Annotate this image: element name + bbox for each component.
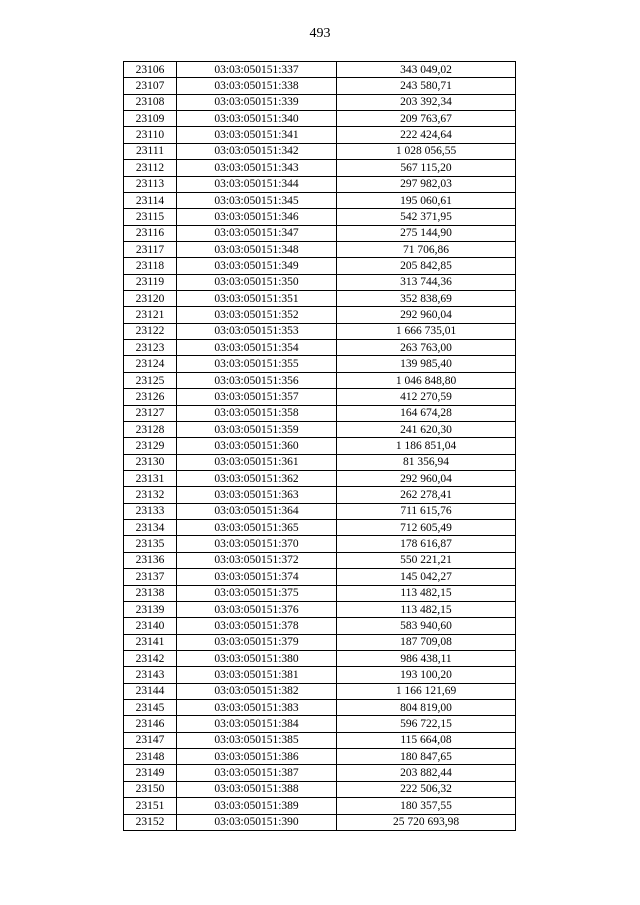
table-row [124,372,516,388]
cadastral-number-cell: 03:03:050151:338 [177,78,337,94]
cadastral-value-cell: 209 763,67 [337,111,516,127]
cadastral-value-cell: 343 049,02 [337,62,516,78]
table-row [124,111,516,127]
row-number-cell: 23123 [124,340,177,356]
table-row [124,716,516,732]
cadastral-value-cell: 352 838,69 [337,291,516,307]
cadastral-value-cell: 139 985,40 [337,356,516,372]
row-number-cell: 23118 [124,258,177,274]
cadastral-number-cell: 03:03:050151:381 [177,667,337,683]
cadastral-number-cell: 03:03:050151:340 [177,111,337,127]
cadastral-number-cell: 03:03:050151:346 [177,209,337,225]
cadastral-value-cell: 712 605,49 [337,520,516,536]
cadastral-value-cell: 187 709,08 [337,634,516,650]
cadastral-value-cell: 804 819,00 [337,700,516,716]
cadastral-number-cell: 03:03:050151:372 [177,552,337,568]
table-row [124,225,516,241]
cadastral-number-cell: 03:03:050151:385 [177,732,337,748]
row-number-cell: 23140 [124,618,177,634]
row-number-cell: 23107 [124,78,177,94]
cadastral-value-cell: 243 580,71 [337,78,516,94]
cadastral-number-cell: 03:03:050151:382 [177,683,337,699]
row-number-cell: 23139 [124,601,177,617]
row-number-cell: 23142 [124,650,177,666]
table-row [124,209,516,225]
table-row [124,62,516,78]
table-row [124,356,516,372]
table-row [124,601,516,617]
cadastral-number-cell: 03:03:050151:376 [177,601,337,617]
table-row [124,160,516,176]
cadastral-number-cell: 03:03:050151:374 [177,569,337,585]
cadastral-number-cell: 03:03:050151:344 [177,176,337,192]
table-row [124,781,516,797]
table-row [124,765,516,781]
table-row [124,650,516,666]
cadastral-value-cell: 412 270,59 [337,389,516,405]
row-number-cell: 23141 [124,634,177,650]
cadastral-number-cell: 03:03:050151:390 [177,814,337,830]
cadastral-number-cell: 03:03:050151:343 [177,160,337,176]
row-number-cell: 23138 [124,585,177,601]
row-number-cell: 23124 [124,356,177,372]
table-row [124,749,516,765]
cadastral-number-cell: 03:03:050151:351 [177,291,337,307]
cadastral-number-cell: 03:03:050151:347 [177,225,337,241]
cadastral-value-cell: 550 221,21 [337,552,516,568]
cadastral-value-cell: 203 882,44 [337,765,516,781]
row-number-cell: 23133 [124,503,177,519]
table-row [124,78,516,94]
table-row [124,470,516,486]
cadastral-number-cell: 03:03:050151:380 [177,650,337,666]
cadastral-value-cell: 241 620,30 [337,421,516,437]
row-number-cell: 23122 [124,323,177,339]
cadastral-number-cell: 03:03:050151:337 [177,62,337,78]
row-number-cell: 23130 [124,454,177,470]
row-number-cell: 23119 [124,274,177,290]
table-row [124,192,516,208]
cadastral-value-cell: 1 046 848,80 [337,372,516,388]
row-number-cell: 23117 [124,241,177,257]
cadastral-value-cell: 115 664,08 [337,732,516,748]
cadastral-number-cell: 03:03:050151:354 [177,340,337,356]
cadastral-value-cell: 222 506,32 [337,781,516,797]
table-row [124,241,516,257]
table-row [124,291,516,307]
row-number-cell: 23147 [124,732,177,748]
cadastral-number-cell: 03:03:050151:350 [177,274,337,290]
cadastral-value-cell: 178 616,87 [337,536,516,552]
row-number-cell: 23120 [124,291,177,307]
table-row [124,585,516,601]
cadastral-number-cell: 03:03:050151:349 [177,258,337,274]
cadastral-number-cell: 03:03:050151:363 [177,487,337,503]
cadastral-number-cell: 03:03:050151:364 [177,503,337,519]
table-row [124,405,516,421]
table-row [124,274,516,290]
cadastral-number-cell: 03:03:050151:359 [177,421,337,437]
row-number-cell: 23116 [124,225,177,241]
row-number-cell: 23152 [124,814,177,830]
table-row [124,438,516,454]
row-number-cell: 23108 [124,94,177,110]
cadastral-number-cell: 03:03:050151:383 [177,700,337,716]
table-row [124,487,516,503]
cadastral-value-cell: 1 028 056,55 [337,143,516,159]
cadastral-value-cell: 222 424,64 [337,127,516,143]
table-row [124,732,516,748]
row-number-cell: 23110 [124,127,177,143]
cadastral-value-cell: 275 144,90 [337,225,516,241]
cadastral-value-cell: 1 666 735,01 [337,323,516,339]
row-number-cell: 23114 [124,192,177,208]
table-row [124,307,516,323]
cadastral-value-cell: 205 842,85 [337,258,516,274]
row-number-cell: 23143 [124,667,177,683]
cadastral-number-cell: 03:03:050151:379 [177,634,337,650]
table-row [124,814,516,830]
cadastral-number-cell: 03:03:050151:389 [177,798,337,814]
cadastral-value-cell: 292 960,04 [337,470,516,486]
cadastral-value-cell: 262 278,41 [337,487,516,503]
row-number-cell: 23113 [124,176,177,192]
row-number-cell: 23134 [124,520,177,536]
cadastral-number-cell: 03:03:050151:361 [177,454,337,470]
cadastral-number-cell: 03:03:050151:384 [177,716,337,732]
table-row [124,143,516,159]
row-number-cell: 23136 [124,552,177,568]
table-row [124,536,516,552]
cadastral-number-cell: 03:03:050151:362 [177,470,337,486]
row-number-cell: 23112 [124,160,177,176]
cadastral-value-cell: 263 763,00 [337,340,516,356]
cadastral-value-cell: 195 060,61 [337,192,516,208]
row-number-cell: 23144 [124,683,177,699]
cadastral-number-cell: 03:03:050151:357 [177,389,337,405]
cadastral-value-cell: 313 744,36 [337,274,516,290]
cadastral-value-cell: 711 615,76 [337,503,516,519]
cadastral-value-cell: 1 186 851,04 [337,438,516,454]
cadastral-value-cell: 113 482,15 [337,585,516,601]
table-row [124,667,516,683]
row-number-cell: 23132 [124,487,177,503]
cadastral-number-cell: 03:03:050151:358 [177,405,337,421]
cadastral-value-cell: 596 722,15 [337,716,516,732]
row-number-cell: 23131 [124,470,177,486]
cadastral-value-cell: 180 357,55 [337,798,516,814]
cadastral-value-cell: 203 392,34 [337,94,516,110]
table-row [124,323,516,339]
cadastral-number-cell: 03:03:050151:387 [177,765,337,781]
row-number-cell: 23129 [124,438,177,454]
row-number-cell: 23137 [124,569,177,585]
table-row [124,569,516,585]
cadastral-number-cell: 03:03:050151:378 [177,618,337,634]
cadastral-number-cell: 03:03:050151:353 [177,323,337,339]
table-row [124,552,516,568]
cadastral-value-cell: 193 100,20 [337,667,516,683]
cadastral-number-cell: 03:03:050151:352 [177,307,337,323]
cadastral-number-cell: 03:03:050151:345 [177,192,337,208]
row-number-cell: 23106 [124,62,177,78]
cadastral-number-cell: 03:03:050151:386 [177,749,337,765]
cadastral-value-cell: 164 674,28 [337,405,516,421]
table-row [124,618,516,634]
row-number-cell: 23146 [124,716,177,732]
table-row [124,683,516,699]
cadastral-number-cell: 03:03:050151:348 [177,241,337,257]
table-row [124,700,516,716]
cadastral-number-cell: 03:03:050151:360 [177,438,337,454]
cadastral-number-cell: 03:03:050151:375 [177,585,337,601]
row-number-cell: 23121 [124,307,177,323]
cadastral-value-cell: 542 371,95 [337,209,516,225]
cadastral-number-cell: 03:03:050151:339 [177,94,337,110]
table-row [124,94,516,110]
cadastral-value-table [123,61,516,831]
cadastral-value-cell: 1 166 121,69 [337,683,516,699]
cadastral-number-cell: 03:03:050151:370 [177,536,337,552]
row-number-cell: 23148 [124,749,177,765]
row-number-cell: 23150 [124,781,177,797]
table-row [124,454,516,470]
cadastral-value-cell: 180 847,65 [337,749,516,765]
cadastral-value-cell: 297 982,03 [337,176,516,192]
cadastral-value-cell: 986 438,11 [337,650,516,666]
cadastral-value-cell: 113 482,15 [337,601,516,617]
table-row [124,340,516,356]
cadastral-value-cell: 567 115,20 [337,160,516,176]
row-number-cell: 23126 [124,389,177,405]
row-number-cell: 23127 [124,405,177,421]
table-row [124,389,516,405]
table-row [124,634,516,650]
row-number-cell: 23115 [124,209,177,225]
cadastral-value-cell: 25 720 693,98 [337,814,516,830]
table-body [124,62,516,831]
cadastral-value-cell: 71 706,86 [337,241,516,257]
row-number-cell: 23135 [124,536,177,552]
table-row [124,258,516,274]
cadastral-number-cell: 03:03:050151:342 [177,143,337,159]
row-number-cell: 23128 [124,421,177,437]
cadastral-number-cell: 03:03:050151:341 [177,127,337,143]
cadastral-number-cell: 03:03:050151:388 [177,781,337,797]
row-number-cell: 23145 [124,700,177,716]
table-row [124,176,516,192]
cadastral-value-cell: 583 940,60 [337,618,516,634]
row-number-cell: 23151 [124,798,177,814]
table-row [124,421,516,437]
cadastral-value-cell: 292 960,04 [337,307,516,323]
cadastral-number-cell: 03:03:050151:355 [177,356,337,372]
table-row [124,127,516,143]
row-number-cell: 23111 [124,143,177,159]
cadastral-number-cell: 03:03:050151:365 [177,520,337,536]
table-row [124,520,516,536]
row-number-cell: 23109 [124,111,177,127]
row-number-cell: 23149 [124,765,177,781]
page-number: 493 [309,26,331,41]
table-row [124,798,516,814]
row-number-cell: 23125 [124,372,177,388]
cadastral-number-cell: 03:03:050151:356 [177,372,337,388]
cadastral-value-cell: 81 356,94 [337,454,516,470]
table-row [124,503,516,519]
cadastral-value-cell: 145 042,27 [337,569,516,585]
